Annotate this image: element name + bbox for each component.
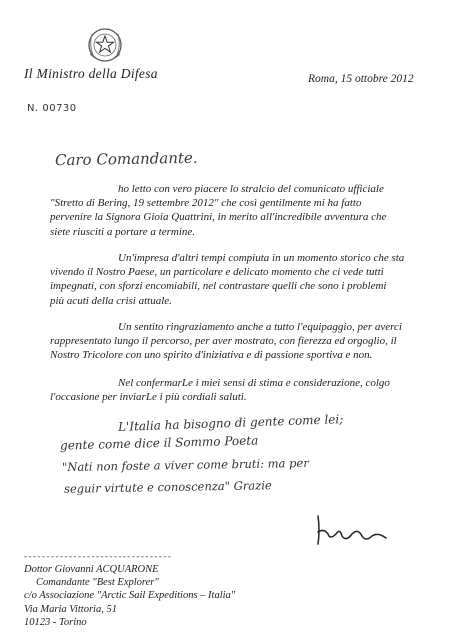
handwritten-note-line: L'Italia ha bisogno di gente come lei;: [117, 412, 344, 434]
handwritten-note-line: gente come dice il Sommo Poeta: [59, 433, 259, 453]
paragraph-line: siete riusciti a portare a termine.: [50, 225, 196, 238]
paragraph-3: [50, 320, 420, 363]
address-line: Dottor Giovanni ACQUARONE: [24, 564, 159, 575]
paragraph-line: Un'impresa d'altri tempi compiuta in un momento storico che sta: [118, 252, 405, 264]
paragraph-line: l'occasione per inviarLe i più cordiali saluti.: [50, 391, 247, 404]
ministry-heading: Il Ministro della Difesa: [24, 66, 158, 81]
address-line: 10123 - Torino: [24, 616, 87, 628]
paragraph-line: ho letto con vero piacere lo stralcio del comunicato ufficiale: [118, 183, 384, 195]
place-date: Roma, 15 ottobre 2012: [308, 73, 414, 85]
paragraph-line: più acuti della crisi attuale.: [50, 294, 172, 307]
recipient-address: [24, 563, 235, 629]
address-line: Via Maria Vittoria, 51: [24, 603, 117, 615]
salutation: Caro Comandante.: [54, 148, 198, 170]
paragraph-line: "Stretto di Bering, 19 settembre 2012" che così gentilmente mi ha fatto: [50, 197, 362, 210]
protocol-number: N. 00730: [27, 103, 77, 114]
paragraph-line: Nostro Tricolore con uno spirito d'iniziativa e di passione sportiva e non.: [50, 349, 373, 362]
paragraph-2: [50, 251, 420, 308]
address-line: Comandante "Best Explorer": [36, 577, 159, 589]
paragraph-1: [50, 182, 420, 239]
paragraph-4: [50, 376, 420, 404]
paragraph-line: impegnati, con sforzi encomiabili, nel contrastare quelli che sono i problemi: [50, 280, 387, 293]
handwritten-note-line: "Nati non foste a viver come bruti: ma per: [61, 455, 309, 475]
paragraph-line: vivendo il Nostro Paese, un particolare e delicato momento che ci vede tutti: [50, 266, 384, 279]
paragraph-line: Nel confermarLe i miei sensi di stima e considerazione, colgo: [118, 377, 390, 389]
paragraph-line: Un sentito ringraziamento anche a tutto l'equipaggio, per averci: [118, 321, 402, 333]
handwritten-signature-icon: [312, 512, 392, 548]
italian-republic-emblem-icon: [84, 24, 126, 66]
divider-line: ---------------------------------: [24, 551, 173, 561]
paragraph-line: pervenire la Signora Gioia Quattrini, in merito all'incredibile avventura che: [50, 211, 387, 224]
address-line: c/o Associazione "Arctic Sail Expeditions – Italia": [24, 590, 236, 602]
handwritten-note-line: seguir virtute e conoscenza" Grazie: [63, 478, 272, 496]
paragraph-line: rappresentato lungo il percorso, per aver mostrato, con fierezza ed orgoglio, il: [50, 335, 397, 348]
